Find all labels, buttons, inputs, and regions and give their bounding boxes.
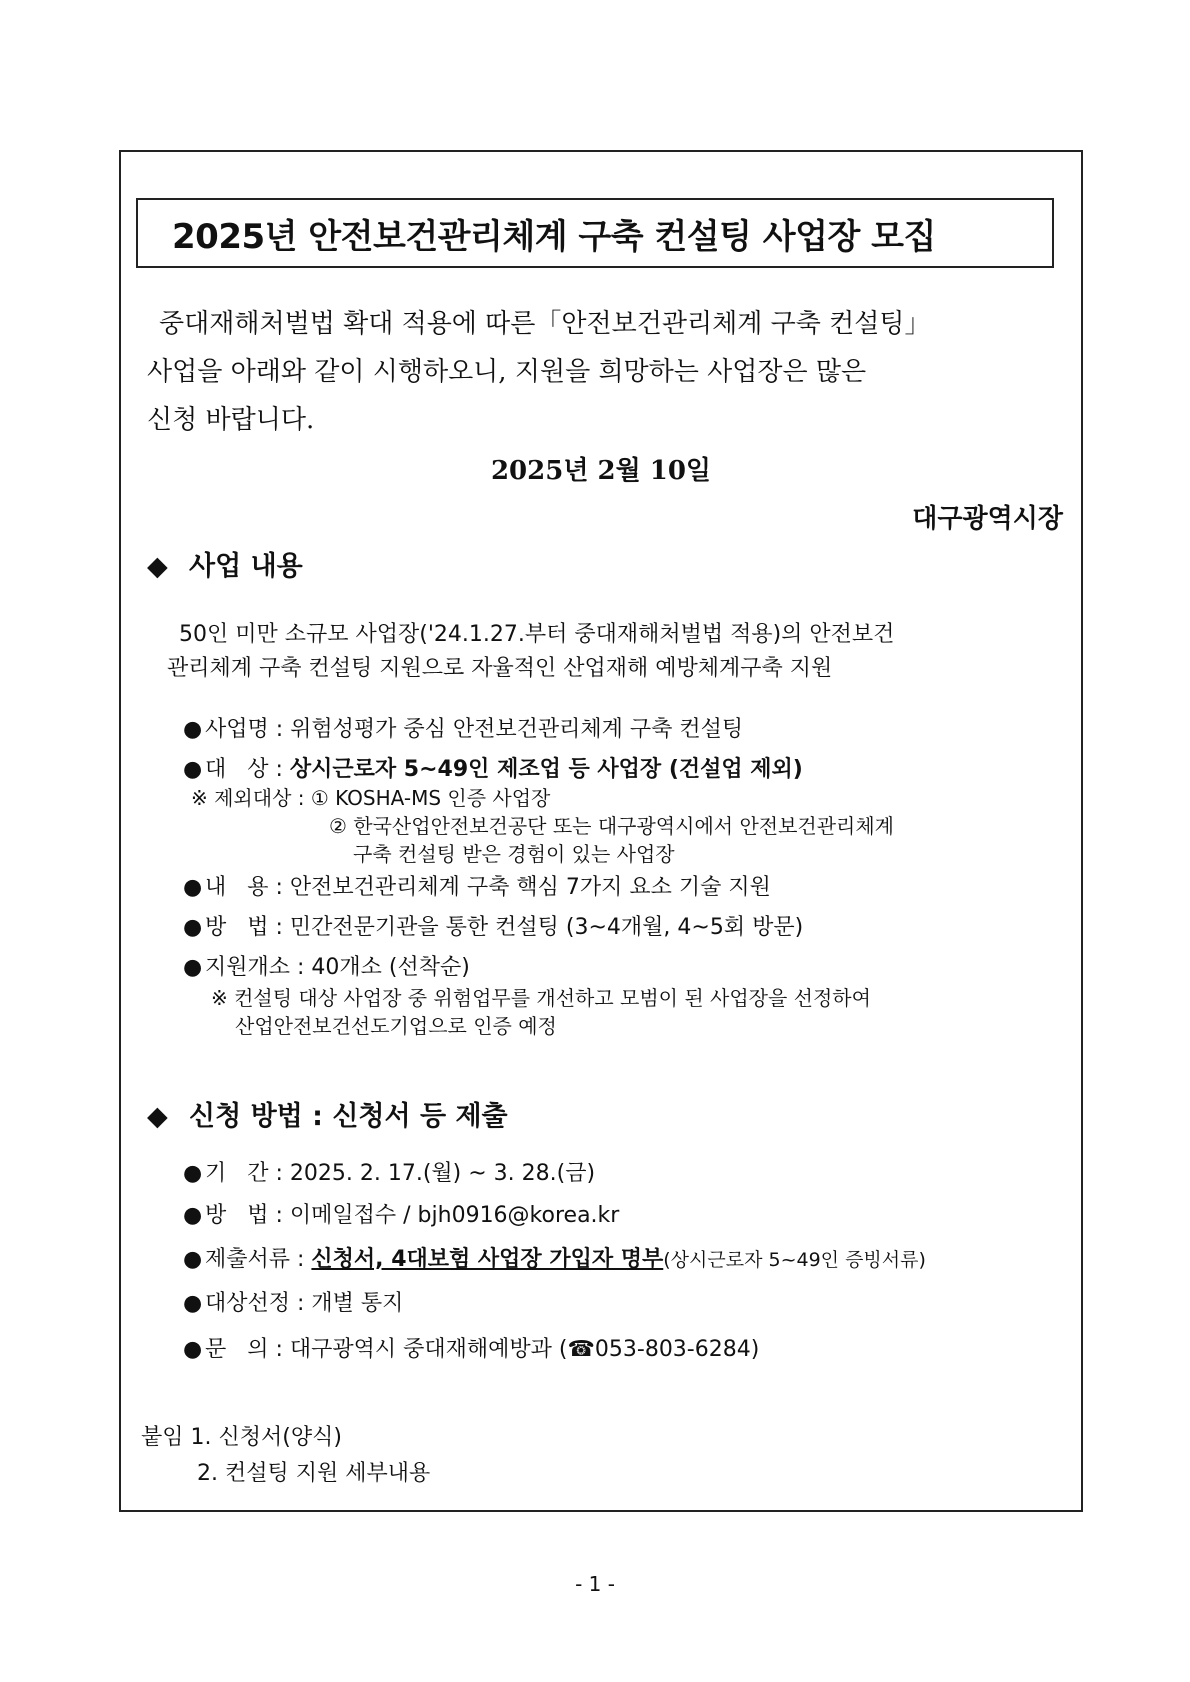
item-value: 상시근로자 5~49인 제조업 등 사업장 (건설업 제외) xyxy=(289,757,803,782)
exclude-note-line-2: ② 한국산업안전보건공단 또는 대구광역시에서 안전보건관리체계 xyxy=(329,814,894,838)
item-value: 개별 통지 xyxy=(311,1291,404,1316)
section-business-heading xyxy=(147,544,303,583)
document-frame xyxy=(119,150,1083,1512)
dot-bullet-icon: ● xyxy=(183,955,203,980)
item-value: 2025. 2. 17.(월) ~ 3. 28.(금) xyxy=(289,1161,596,1186)
business-item-name xyxy=(183,712,743,743)
business-description-line-1: 50인 미만 소규모 사업장('24.1.27.부터 중대재해처벌법 적용)의 안전보건 xyxy=(179,622,895,647)
diamond-bullet-icon: ◆ xyxy=(147,551,168,582)
intro-line-2: 사업을 아래와 같이 시행하오니, 지원을 희망하는 사업장은 많은 xyxy=(147,357,867,387)
attachment-1: 붙임 1. 신청서(양식) xyxy=(141,1425,342,1450)
item-value: 40개소 (선착순) xyxy=(311,955,470,980)
section-apply-title: 신청 방법 : 신청서 등 제출 xyxy=(189,1101,508,1132)
business-item-target xyxy=(183,752,803,783)
item-label: 사업명 : xyxy=(205,717,291,742)
item-label: 기 간 : xyxy=(205,1161,290,1186)
item-label: 대상선정 : xyxy=(205,1291,312,1316)
exclude-note-line-3: 구축 컨설팅 받은 경험이 있는 사업장 xyxy=(353,842,675,866)
diamond-bullet-icon: ◆ xyxy=(147,1101,168,1132)
page-number: - 1 - xyxy=(575,1572,615,1596)
item-value: 이메일접수 / bjh0916@korea.kr xyxy=(289,1203,620,1228)
section-apply-heading xyxy=(147,1094,508,1133)
item-label: 방 법 : xyxy=(205,1203,290,1228)
dot-bullet-icon: ● xyxy=(183,1203,203,1228)
item-label: 내 용 : xyxy=(205,875,290,900)
item-label: 문 의 : xyxy=(205,1337,290,1362)
item-value: 대구광역시 중대재해예방과 (☎053-803-6284) xyxy=(289,1337,760,1362)
apply-item-period xyxy=(183,1156,595,1187)
apply-item-method xyxy=(183,1198,619,1229)
apply-item-contact xyxy=(183,1332,759,1363)
issuer: 대구광역시장 xyxy=(912,504,1063,534)
business-description-line-2: 관리체계 구축 컨설팅 지원으로 자율적인 산업재해 예방체계구축 지원 xyxy=(167,656,833,681)
item-value: 위험성평가 중심 안전보건관리체계 구축 컨설팅 xyxy=(290,717,744,742)
exclude-note-line-1: ※ 제외대상 : ① KOSHA-MS 인증 사업장 xyxy=(191,786,551,810)
document-date: 2025년 2월 10일 xyxy=(490,456,712,486)
dot-bullet-icon: ● xyxy=(183,915,203,940)
item-label: 지원개소 : xyxy=(205,955,312,980)
dot-bullet-icon: ● xyxy=(183,1337,203,1362)
intro-paragraph xyxy=(147,300,1047,444)
item-label: 대 상 : xyxy=(205,757,290,782)
document-title: 2025년 안전보건관리체계 구축 컨설팅 사업장 모집 xyxy=(172,216,936,257)
select-note-line-2: 산업안전보건선도기업으로 인증 예정 xyxy=(235,1014,557,1038)
apply-item-documents xyxy=(183,1242,926,1273)
business-item-count xyxy=(183,950,470,981)
attachment-2: 2. 컨설팅 지원 세부내용 xyxy=(197,1461,431,1486)
item-value: 안전보건관리체계 구축 핵심 7가지 요소 기술 지원 xyxy=(289,875,771,900)
item-label: 방 법 : xyxy=(205,915,290,940)
dot-bullet-icon: ● xyxy=(183,1247,203,1272)
apply-item-selection xyxy=(183,1286,403,1317)
dot-bullet-icon: ● xyxy=(183,1291,203,1316)
dot-bullet-icon: ● xyxy=(183,717,203,742)
item-value: 민간전문기관을 통한 컨설팅 (3~4개월, 4~5회 방문) xyxy=(289,915,804,940)
select-note-line-1: ※ 컨설팅 대상 사업장 중 위험업무를 개선하고 모범이 된 사업장을 선정하여 xyxy=(211,986,871,1010)
item-value: 신청서, 4대보험 사업장 가입자 명부 xyxy=(311,1247,664,1272)
intro-line-1: 중대재해처벌법 확대 적용에 따른「안전보건관리체계 구축 컨설팅」 xyxy=(159,309,931,339)
dot-bullet-icon: ● xyxy=(183,875,203,900)
dot-bullet-icon: ● xyxy=(183,757,203,782)
business-item-content xyxy=(183,870,771,901)
select-note xyxy=(211,984,871,1040)
section-business-title: 사업 내용 xyxy=(189,551,303,582)
business-item-method xyxy=(183,910,803,941)
business-description xyxy=(167,618,894,686)
item-extra: (상시근로자 5~49인 증빙서류) xyxy=(663,1249,926,1271)
item-label: 제출서류 : xyxy=(205,1247,312,1272)
dot-bullet-icon: ● xyxy=(183,1161,203,1186)
title-box xyxy=(136,198,1054,268)
exclude-note xyxy=(191,784,894,868)
intro-line-3: 신청 바랍니다. xyxy=(147,405,315,435)
